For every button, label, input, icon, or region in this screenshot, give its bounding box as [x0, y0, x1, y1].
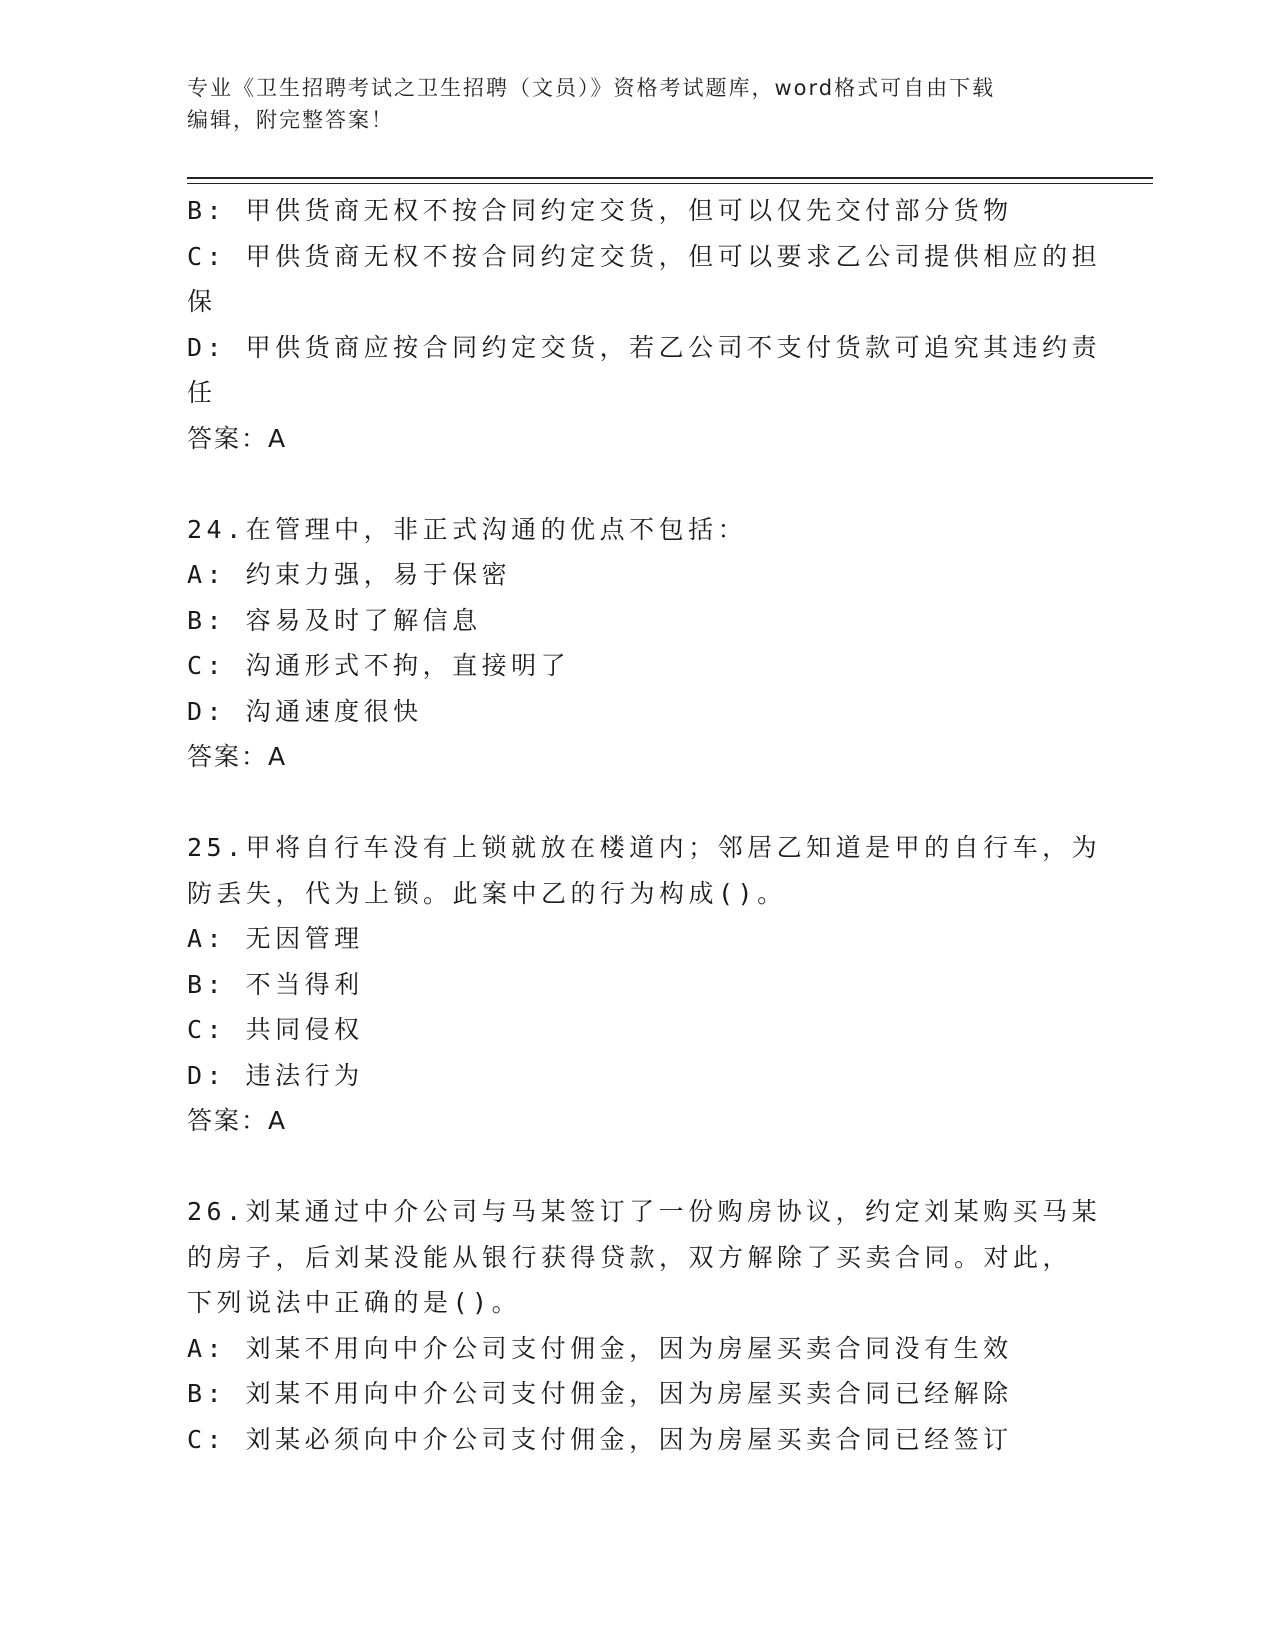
question-block-26: [187, 1189, 1102, 1462]
question-block-25: [187, 825, 1102, 1144]
option-d-line-2: 任: [187, 378, 217, 407]
question-stem-line-3: 下列说法中正确的是()。: [187, 1288, 522, 1317]
header-divider-thin: [187, 183, 1153, 184]
question-stem: 24.在管理中，非正式沟通的优点不包括：: [187, 514, 748, 544]
header-line-2: 编辑，附完整答案！: [187, 108, 394, 132]
spacer: [187, 461, 1087, 507]
option-d-line-1: D: 甲供货商应按合同约定交货，若乙公司不支付货款可追究其违约责: [187, 332, 1102, 362]
option-b: B: 容易及时了解信息: [187, 605, 482, 635]
document-header: [187, 72, 1087, 136]
spacer: [187, 1144, 1087, 1190]
option-d: D: 违法行为: [187, 1060, 364, 1090]
answer-line: 答案：A: [187, 742, 288, 771]
option-d: D: 沟通速度很快: [187, 696, 423, 726]
header-divider-thick: [187, 177, 1153, 179]
header-line-1: 专业《卫生招聘考试之卫生招聘（文员）》资格考试题库，word格式可自由下载: [187, 76, 996, 100]
question-block-24: [187, 507, 1087, 780]
option-c-line-1: C: 甲供货商无权不按合同约定交货，但可以要求乙公司提供相应的担: [187, 241, 1102, 271]
question-stem-line-1: 25.甲将自行车没有上锁就放在楼道内；邻居乙知道是甲的自行车，为: [187, 833, 1102, 862]
option-a: A: 约束力强，易于保密: [187, 560, 512, 589]
question-stem-line-1: 26.刘某通过中介公司与马某签订了一份购房协议，约定刘某购买马某: [187, 1197, 1102, 1226]
option-a: A: 刘某不用向中介公司支付佣金，因为房屋买卖合同没有生效: [187, 1333, 1013, 1363]
option-c: C: 刘某必须向中介公司支付佣金，因为房屋买卖合同已经签订: [187, 1424, 1013, 1454]
question-block-prev: [187, 188, 1102, 461]
question-stem-line-2: 的房子，后刘某没能从银行获得贷款，双方解除了买卖合同。对此，: [187, 1242, 1073, 1272]
option-c: C: 共同侵权: [187, 1015, 364, 1044]
answer-line: 答案：A: [187, 423, 288, 453]
option-c: C: 沟通形式不拘，直接明了: [187, 651, 571, 680]
option-b: B: 不当得利: [187, 969, 364, 999]
option-b: B: 刘某不用向中介公司支付佣金，因为房屋买卖合同已经解除: [187, 1379, 1013, 1408]
option-b: B: 甲供货商无权不按合同约定交货，但可以仅先交付部分货物: [187, 196, 1013, 225]
option-c-line-2: 保: [187, 287, 217, 316]
question-stem-line-2: 防丢失，代为上锁。此案中乙的行为构成()。: [187, 878, 787, 908]
answer-line: 答案：A: [187, 1106, 288, 1135]
question-list: [187, 188, 1102, 1462]
option-a: A: 无因管理: [187, 924, 364, 953]
spacer: [187, 780, 1087, 826]
